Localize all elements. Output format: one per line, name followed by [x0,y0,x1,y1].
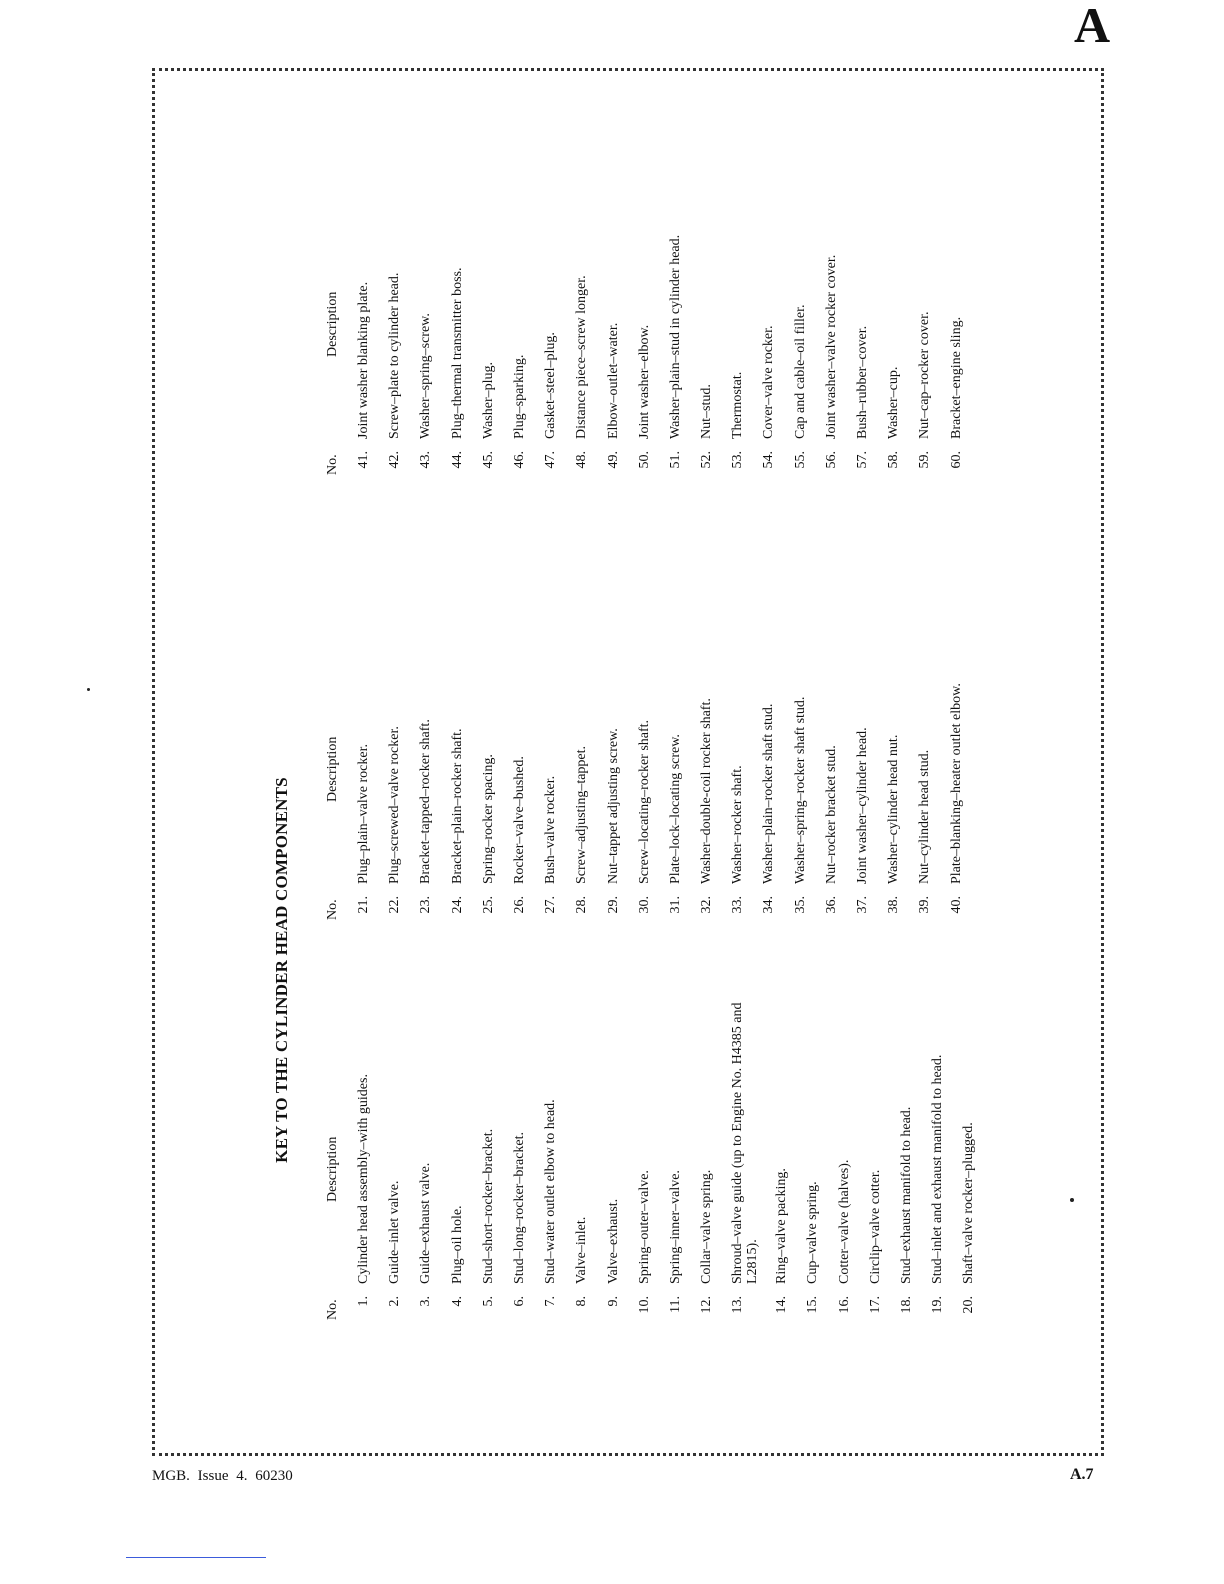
component-description: Bush–rubber–cover. [855,325,870,439]
component-number: 46. [511,451,527,469]
component-number: 11. [667,1296,683,1313]
component-number: 58. [886,451,902,469]
component-description: Plug–plain–valve rocker. [356,744,371,884]
component-number: 45. [480,451,496,469]
component-description: Cup–valve spring. [805,1181,821,1284]
component-number: 42. [387,451,403,469]
component-number: 15. [805,1296,821,1314]
page-title: KEY TO THE CYLINDER HEAD COMPONENTS [272,777,291,1163]
component-number: 28. [574,896,590,914]
component-number: 10. [636,1296,652,1314]
component-number: 8. [574,1296,590,1307]
component-description: Washer–spring–rocker shaft stud. [792,696,808,884]
component-number: 39. [917,896,933,914]
component-description: Thermostat. [730,371,746,439]
component-description: Stud–exhaust manifold to head. [899,1106,914,1284]
component-description: Stud–short–rocker–bracket. [480,1128,496,1284]
header-no: No. [325,454,340,475]
component-description: Nut–cylinder head stud. [917,749,933,884]
component-description: Joint washer–valve rocker cover. [823,254,839,439]
component-description: Washer–plug. [480,361,496,439]
footer-page-number: A.7 [1070,1466,1094,1483]
component-description: Valve–inlet. [574,1216,590,1284]
component-number: 20. [961,1296,977,1314]
component-description: Stud–long–rocker–bracket. [511,1131,527,1284]
component-description: Guide–exhaust valve. [418,1162,434,1284]
component-number: 38. [886,896,902,914]
component-number: 53. [730,451,746,469]
component-description: Screw–adjusting–tappet. [574,745,590,884]
component-number: 47. [543,451,559,469]
component-number: 14. [774,1296,790,1314]
component-number: 29. [605,896,621,914]
component-description: Spring–inner–valve. [667,1170,683,1284]
component-description: Nut–stud. [699,384,715,439]
component-description: Circlip–valve cotter. [867,1169,883,1284]
component-description: Nut–rocker bracket stud. [823,745,839,884]
component-description: Washer–rocker shaft. [730,765,746,884]
component-number: 26. [511,896,527,914]
component-number: 25. [480,896,496,914]
component-number: 33. [730,896,746,914]
component-description: Cotter–valve (halves). [836,1159,852,1284]
component-description: Stud–water outlet elbow to head. [543,1099,559,1284]
component-description: Plug–oil hole. [449,1205,465,1284]
rotated-content [240,170,977,1370]
component-description: Washer–plain–rocker shaft stud. [761,703,777,884]
component-description: Shroud–valve guide (up to Engine No. H4385 and L2815). [730,1002,761,1284]
component-description: Nut–cap–rocker cover. [917,311,933,439]
scan-speck [1070,1198,1074,1202]
component-number: 16. [836,1296,852,1314]
component-description: Spring–outer–valve. [636,1170,652,1284]
component-description: Stud–inlet and exhaust manifold to head. [930,1054,946,1284]
component-description: Screw–plate to cylinder head. [387,272,403,439]
component-number: 4. [449,1296,465,1307]
component-number: 31. [667,896,683,914]
component-description: Plug–screwed–valve rocker. [387,726,403,884]
component-number: 54. [761,451,777,469]
component-number: 5. [480,1296,496,1307]
component-number: 56. [823,451,839,469]
component-description: Plug–sparking. [511,354,527,439]
header-no: No. [325,899,340,920]
component-number: 1. [356,1296,371,1307]
component-description: Plate–blanking–heater outlet elbow. [948,683,964,884]
component-description: Elbow–outlet–water. [605,322,621,439]
component-number: 12. [699,1296,715,1314]
component-number: 32. [699,896,715,914]
component-number: 21. [356,896,371,914]
component-description: Cylinder head assembly–with guides. [356,1074,371,1284]
component-number: 6. [511,1296,527,1307]
component-description: Plug–thermal transmitter boss. [449,267,465,439]
component-description: Plate–lock–locating screw. [667,734,683,884]
component-number: 17. [867,1296,883,1314]
component-number: 9. [605,1296,621,1307]
component-description: Distance piece–screw longer. [574,275,590,439]
component-number: 44. [449,451,465,469]
component-number: 30. [636,896,652,914]
component-description: Cap and cable–oil filler. [792,304,808,439]
component-number: 3. [418,1296,434,1307]
component-description: Nut–tappet adjusting screw. [605,728,621,884]
component-description: Joint washer–elbow. [636,324,652,439]
header-no: No. [325,1299,340,1320]
component-number: 40. [948,896,964,914]
component-number: 51. [667,451,683,469]
component-description: Rocker–valve–bushed. [511,756,527,884]
component-description: Screw–locating–rocker shaft. [636,719,652,884]
component-number: 52. [699,451,715,469]
component-description: Valve–exhaust. [605,1198,621,1284]
component-description: Guide–inlet valve. [387,1180,403,1284]
component-description: Bracket–plain–rocker shaft. [449,728,465,884]
component-number: 41. [356,451,371,469]
component-number: 36. [823,896,839,914]
component-number: 2. [387,1296,403,1307]
component-description: Washer–double-coil rocker shaft. [699,698,715,884]
component-description: Bush–valve rocker. [543,775,559,884]
component-description: Washer–plain–stud in cylinder head. [667,234,683,439]
component-number: 37. [855,896,870,914]
component-number: 55. [792,451,808,469]
component-number: 60. [948,451,964,469]
component-number: 59. [917,451,933,469]
component-description: Spring–rocker spacing. [480,754,496,884]
section-letter: A [1074,0,1111,53]
component-number: 7. [543,1296,559,1307]
component-description: Bracket–tapped–rocker shaft. [418,719,434,884]
component-number: 27. [543,896,559,914]
scan-speck [87,688,90,691]
header-description: Description [325,1136,340,1202]
footer-publication: MGB. Issue 4. 60230 [152,1468,293,1484]
component-number: 50. [636,451,652,469]
component-number: 43. [418,451,434,469]
component-number: 23. [418,896,434,914]
component-number: 35. [792,896,808,914]
component-number: 18. [899,1296,914,1314]
component-number: 13. [730,1296,746,1314]
component-description: Washer–cylinder head nut. [886,734,902,884]
component-description: Joint washer–cylinder head. [855,727,870,884]
component-number: 34. [761,896,777,914]
component-description: Collar–valve spring. [699,1169,715,1284]
component-number: 57. [855,451,870,469]
component-number: 19. [930,1296,946,1314]
component-number: 49. [605,451,621,469]
component-description: Cover–valve rocker. [761,325,777,439]
component-description: Washer–cup. [886,366,902,439]
component-number: 22. [387,896,403,914]
component-description: Bracket–engine sling. [948,316,964,439]
header-description: Description [325,291,340,357]
underline-mark [126,1557,266,1558]
component-number: 24. [449,896,465,914]
header-description: Description [325,736,340,802]
component-description: Gasket–steel–plug. [543,332,559,439]
component-description: Washer–spring–screw. [418,313,434,439]
component-description: Ring–valve packing. [774,1168,790,1284]
component-description: Shaft–valve rocker–plugged. [961,1122,977,1284]
component-description: Joint washer blanking plate. [356,281,371,439]
component-number: 48. [574,451,590,469]
